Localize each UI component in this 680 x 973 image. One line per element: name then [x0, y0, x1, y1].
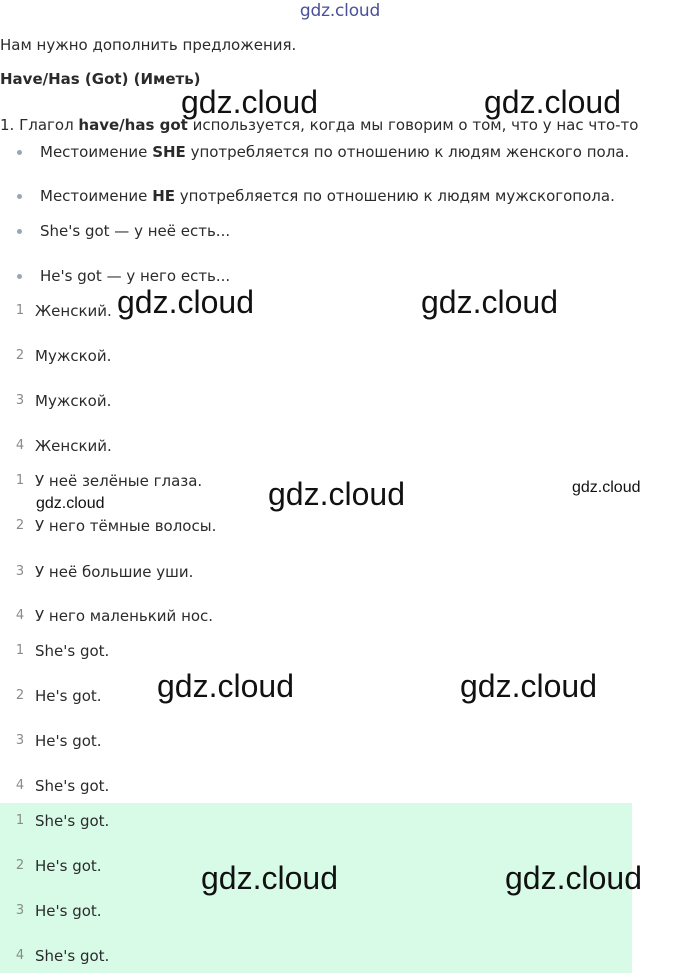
list-text: She's got.	[35, 642, 110, 660]
watermark: gdz.cloud	[460, 668, 597, 704]
list-number: 2	[15, 348, 25, 363]
list-item	[0, 561, 680, 583]
watermark: gdz.cloud	[421, 284, 558, 320]
list-number: 2	[15, 688, 25, 703]
bullet-icon	[17, 150, 22, 155]
watermark: gdz.cloud	[505, 860, 642, 896]
list-text: У неё большие уши.	[35, 563, 194, 581]
list-text: У него маленький нос.	[35, 607, 214, 625]
watermark: gdz.cloud	[572, 479, 641, 496]
list-number: 3	[15, 393, 25, 408]
bullet-icon	[17, 194, 22, 199]
watermark: gdz.cloud	[181, 84, 318, 120]
watermark: gdz.cloud	[36, 495, 105, 512]
point-1-bold: have/has got	[78, 116, 188, 134]
list-text: Мужской.	[35, 347, 112, 365]
list-text: She's got.	[35, 777, 110, 795]
list-text: He's got.	[35, 857, 102, 875]
point-1-prefix: 1. Глагол	[0, 116, 79, 134]
watermark: gdz.cloud	[201, 860, 338, 896]
list-item	[0, 515, 680, 537]
list-text: She's got.	[35, 947, 110, 965]
answer-item	[0, 900, 632, 922]
list-item	[0, 345, 680, 367]
bullet-text: Местоимение SHE употребляется по отношению к людям женского пола.	[40, 143, 630, 161]
list-text: Мужской.	[35, 392, 112, 410]
list-number: 2	[15, 518, 25, 533]
list-number: 1	[15, 813, 25, 828]
bullet-text: He's got — у него есть...	[40, 267, 231, 285]
list-text: He's got.	[35, 902, 102, 920]
list-number: 3	[15, 903, 25, 918]
list-text: She's got.	[35, 812, 110, 830]
list-number: 1	[15, 303, 25, 318]
list-number: 4	[15, 948, 25, 963]
answer-item	[0, 945, 632, 967]
list-item	[0, 605, 680, 627]
list-number: 3	[15, 733, 25, 748]
list-number: 1	[15, 473, 25, 488]
list-item	[0, 265, 680, 287]
list-number: 1	[15, 643, 25, 658]
list-text: He's got.	[35, 732, 102, 750]
list-item	[0, 390, 680, 412]
intro-text: Нам нужно дополнить предложения.	[0, 36, 297, 54]
bullet-icon	[17, 229, 22, 234]
answer-item	[0, 810, 632, 832]
list-number: 2	[15, 858, 25, 873]
list-item	[0, 141, 680, 163]
list-text: He's got.	[35, 687, 102, 705]
list-text: У неё зелёные глаза.	[35, 472, 203, 490]
watermark: gdz.cloud	[117, 284, 254, 320]
list-item	[0, 775, 680, 797]
list-number: 3	[15, 564, 25, 579]
list-item	[0, 220, 680, 242]
watermark: gdz.cloud	[157, 668, 294, 704]
point-1-suffix: используется, когда мы говорим о том, что у нас что-то	[187, 116, 639, 134]
list-number: 4	[15, 778, 25, 793]
bullet-text: Местоимение HE употребляется по отношению к людям мужскогопола.	[40, 187, 615, 205]
list-item	[0, 185, 680, 207]
bullet-text: She's got — у неё есть...	[40, 222, 231, 240]
list-text: У него тёмные волосы.	[35, 517, 217, 535]
list-item	[0, 640, 680, 662]
site-logo[interactable]: gdz.cloud	[299, 1, 381, 21]
list-item	[0, 300, 680, 322]
watermark: gdz.cloud	[268, 476, 405, 512]
section-title: Have/Has (Got) (Иметь)	[0, 70, 201, 88]
bullet-icon	[17, 274, 22, 279]
list-number: 4	[15, 438, 25, 453]
list-item	[0, 730, 680, 752]
list-number: 4	[15, 608, 25, 623]
list-item	[0, 435, 680, 457]
watermark: gdz.cloud	[484, 84, 621, 120]
list-text: Женский.	[35, 437, 112, 455]
list-text: Женский.	[35, 302, 112, 320]
